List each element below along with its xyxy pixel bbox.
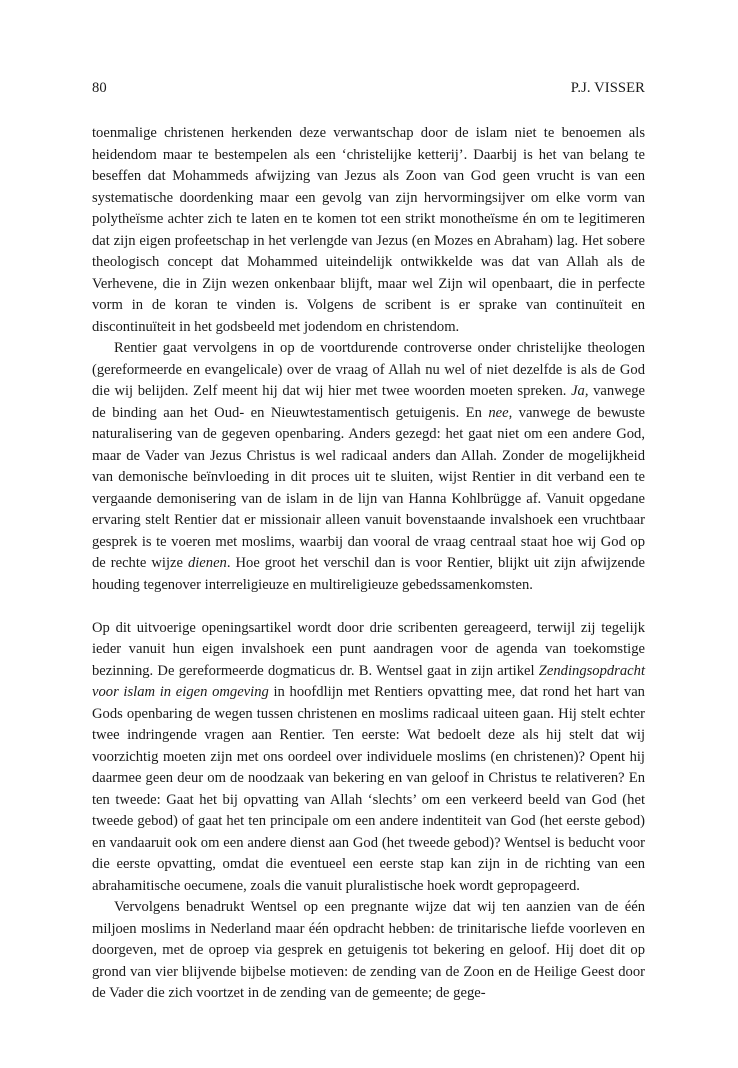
paragraph — [92, 123, 645, 338]
text-run: , vanwege de binding aan het Oud- en Nieuwtestamentisch getuigenis. En — [92, 383, 645, 421]
text-run: , vanwege de bewuste naturalisering van de gegeven openbaring. Anders gezegd: het gaat niet om een andere God, maar de Vader van Jezus Christus is wel radicaal anders dan Allah. Zonder de mogelijkheid van demonische beïnvloeding in dit proces uit te sluiten, wijst Rentier in dit verband een te vergaande demonisering van de islam in de lijn van Hanna Kohlbrügge af. Vanuit opgedane ervaring stelt Rentier dat er missionair alleen vanuit bovenstaande invalshoek een vruchtbaar gesprek is te voeren met moslims, waarbij dan vooral de vraag centraal staat hoe wij God op de rechte wijze — [92, 404, 645, 571]
text-run: toenmalige christenen herkenden deze verwantschap door de islam niet te benoemen als heidendom maar te bestempelen als een ‘christelijke ketterij’. Daarbij is het van belang te beseffen dat Mohammeds afwijzing van Jezus als Zoon van God geen vrucht is van een systematische doordenking maar een gevolg van zijn hervormingsijver om elke vorm van polytheïsme achter zich te laten en te komen tot een strikt monotheïsme én om te legitimeren dat zijn eigen profeetschap in het verlengde van Jezus (en Mozes en Abraham) lag. Het sobere theologisch concept dat Mohammed uiteindelijk ontwikkelde was dat van Allah als de Verhevene, die in Zijn wezen onkenbaar blijft, maar wel Zijn wil openbaart, die in perfecte vorm in de koran te vinden is. Volgens de scribent is er sprake van continuïteit en discontinuïteit in het godsbeeld met jodendom en christendom. — [92, 125, 645, 335]
running-header — [92, 78, 645, 98]
text-run: Op dit uitvoerige openingsartikel wordt door drie scribenten gereageerd, terwijl zij tegelijk ieder vanuit hun eigen invalshoek een punt aandragen voor de agenda van toekomstige bezinning. De gereformeerde dogmaticus dr. B. Wentsel gaat in zijn artikel — [92, 619, 645, 679]
italic-text: Ja — [571, 383, 585, 399]
paragraph — [92, 897, 645, 1005]
text-run: Rentier gaat vervolgens in op de voortdurende controverse onder christelijke theologen (gereformeerde en evangelicale) over de vraag of Allah nu wel of niet dezelfde is als de God die wij belijden. Zelf meent hij dat wij hier met twee woorden moeten spreken. — [92, 340, 645, 399]
italic-text: Zendingsopdracht voor islam in eigen omgeving — [92, 662, 645, 700]
italic-text: dienen — [187, 555, 227, 571]
italic-text: nee — [488, 404, 509, 421]
running-head-author: P.J. VISSER — [570, 80, 645, 96]
page-number: 80 — [92, 80, 107, 96]
text-run: in hoofdlijn met Rentiers opvatting mee, dat rond het hart van Gods openbaring de wegen tussen christenen en moslims radicaal uiteen gaan. Hij stelt echter twee indringende vragen aan Rentier. Ten eerste: Wat bedoelt deze als hij stelt dat wij voorzichtig moeten zijn met ons oordeel over individuele moslims (en christenen)? Opent hij daarmee geen deur om de noodzaak van bekering en van geloof in Christus te relativeren? En ten tweede: Gaat het bij opvatting van Allah ‘slechts’ om een verkeerd beeld van God (het tweede gebod) of gaat het ten principale om een andere indentiteit van God (het eerste gebod) en vandaaruit ook om een andere dienst aan God (het tweede gebod)? Wentsel is beducht voor die eerste opvatting, omdat die eventueel een eerste stap kan zijn in de richting van een abrahamitische oecumene, zoals die vanuit pluralistische hoek wordt gepropageerd. — [92, 684, 645, 894]
paragraph — [92, 338, 645, 596]
paragraph — [92, 618, 645, 898]
text-run: Vervolgens benadrukt Wentsel op een pregnante wijze dat wij ten aanzien van de één miljoen moslims in Nederland maar één opdracht hebben: de trinitarische liefde voorleven en doorgeven, met de oproep via gesprek en getuigenis tot bekering en geloof. Hij doet dit op grond van vier blijvende bijbelse motieven: de zending van de Zoon en de Heilige Geest door de Vader die zich voortzet in de zending van de gemeente; de gege- — [92, 899, 645, 1001]
body-text — [92, 123, 645, 1005]
text-run: . Hoe groot het verschil dan is voor Rentier, blijkt uit zijn afwijzende houding tegenover interreligieuze en multireligieuze gebedssamenkomsten. — [92, 555, 646, 593]
